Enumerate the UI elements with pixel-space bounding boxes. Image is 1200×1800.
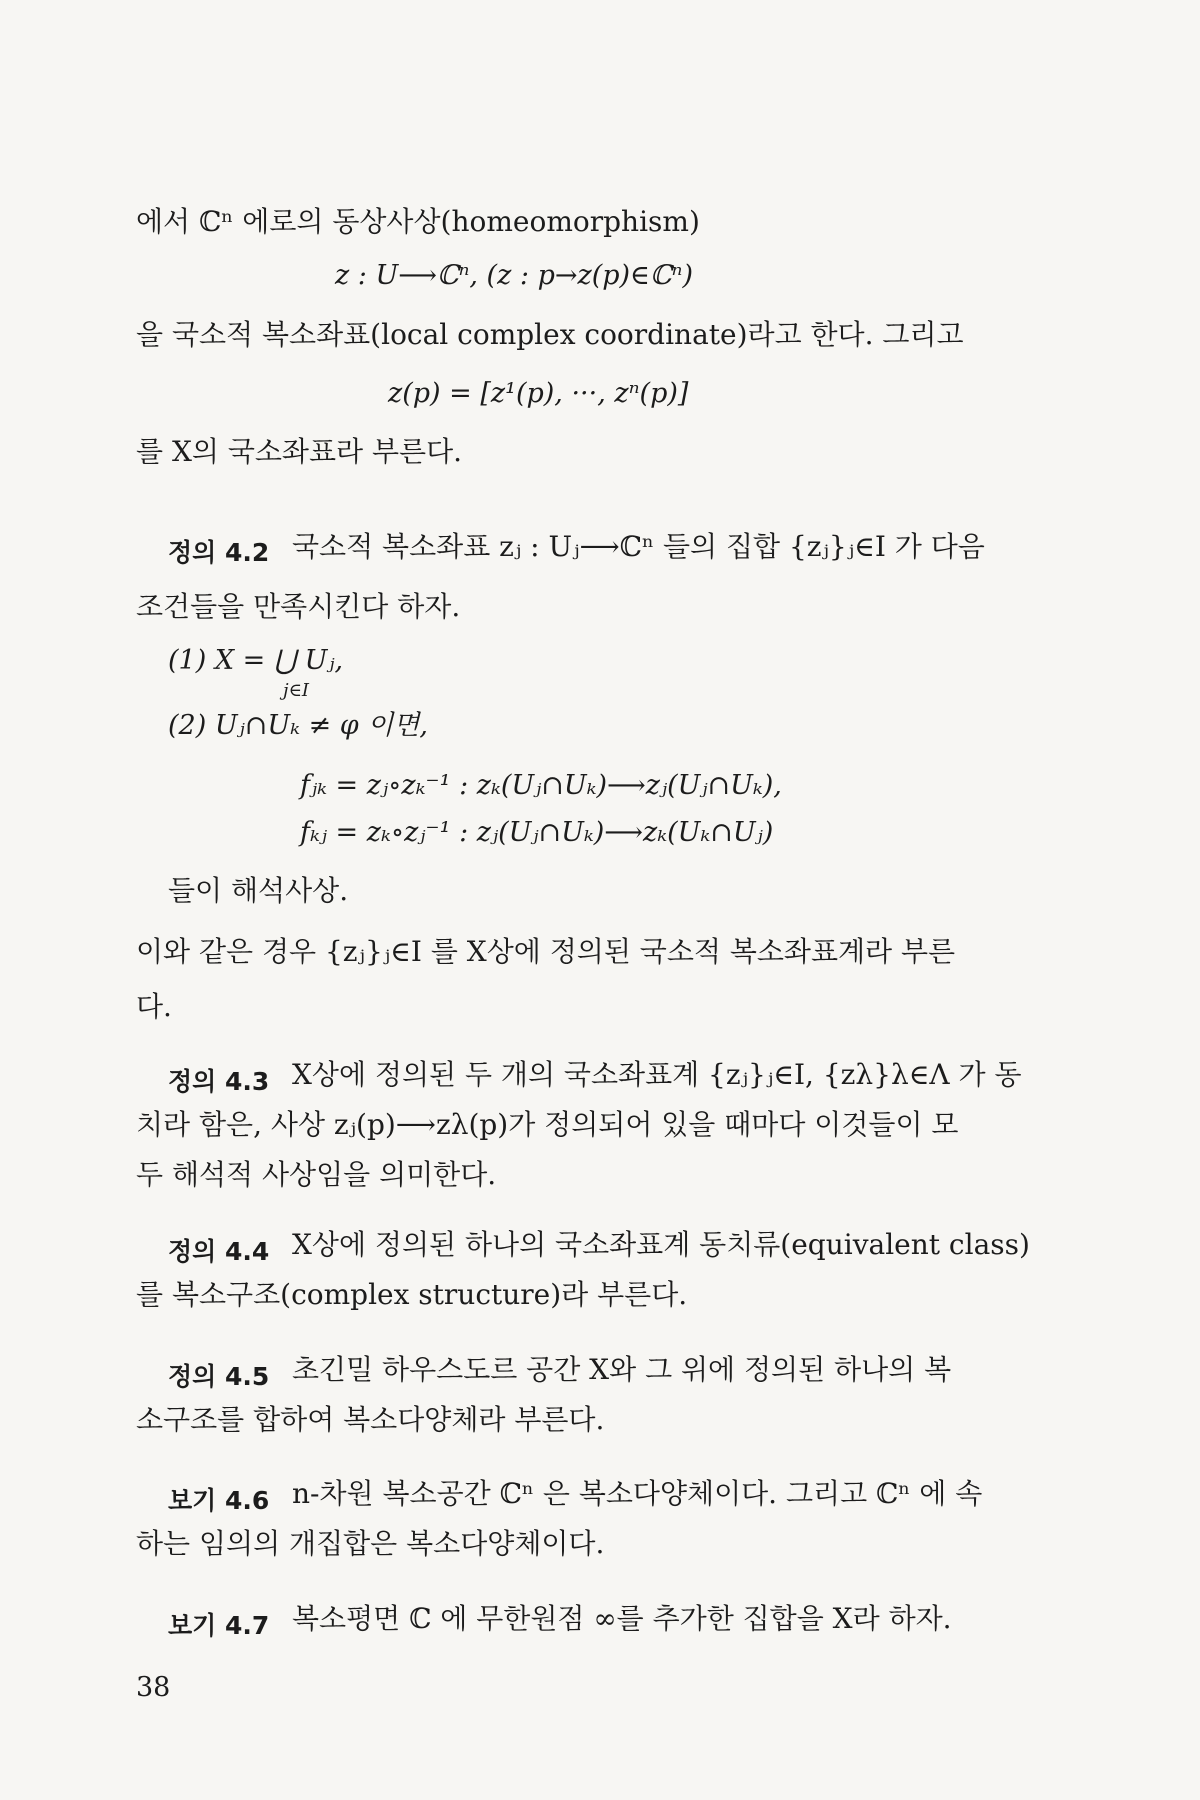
definition-4-3-text: X상에 정의된 두 개의 국소좌표계 {zⱼ}ⱼ∈I, {zλ}λ∈Λ 가 동 (292, 1058, 1022, 1091)
example-4-6-label: 보기 4.6 (168, 1486, 270, 1515)
example-4-6-text: n-차원 복소공간 ℂⁿ 은 복소다양체이다. 그리고 ℂⁿ 에 속 (292, 1477, 983, 1510)
definition-4-3-label: 정의 4.3 (168, 1067, 270, 1096)
condition-2: (2) Uⱼ∩Uₖ ≠ φ 이면, (168, 710, 428, 741)
example-4-7-label: 보기 4.7 (168, 1611, 270, 1640)
intro-line-homeomorphism: 에서 ℂⁿ 에로의 동상사상(homeomorphism) (136, 205, 700, 238)
line-local-complex-coordinate: 을 국소적 복소좌표(local complex coordinate)라고 한다. 그리고 (136, 318, 964, 351)
condition-1: (1) X = ⋃ Uⱼ, (168, 645, 344, 676)
definition-4-4-text: X상에 정의된 하나의 국소좌표계 동치류(equivalent class) (292, 1228, 1030, 1261)
definition-4-4-continuation: 를 복소구조(complex structure)라 부른다. (136, 1278, 688, 1311)
equation-local-map: z : U⟶ℂⁿ, (z : p→z(p)∈ℂⁿ) (335, 260, 694, 291)
coordinate-system-line: 이와 같은 경우 {zⱼ}ⱼ∈I 를 X상에 정의된 국소적 복소좌표계라 부른 (136, 935, 956, 968)
definition-4-5-label: 정의 4.5 (168, 1362, 270, 1391)
example-4-6-continuation: 하는 임의의 개집합은 복소다양체이다. (136, 1527, 605, 1560)
definition-4-4-label: 정의 4.4 (168, 1237, 270, 1266)
definition-4-3-continuation-2: 두 해석적 사상임을 의미한다. (136, 1158, 497, 1191)
transition-map-fjk: fⱼₖ = zⱼ∘zₖ⁻¹ : zₖ(Uⱼ∩Uₖ)⟶zⱼ(Uⱼ∩Uₖ), (300, 770, 782, 801)
definition-4-5-continuation: 소구조를 합하여 복소다양체라 부른다. (136, 1403, 605, 1436)
definition-4-5-text: 초긴밀 하우스도르 공간 X와 그 위에 정의된 하나의 복 (292, 1353, 952, 1386)
transition-map-fkj: fₖⱼ = zₖ∘zⱼ⁻¹ : zⱼ(Uⱼ∩Uₖ)⟶zₖ(Uₖ∩Uⱼ) (300, 817, 774, 848)
definition-4-2-continuation: 조건들을 만족시킨다 하자. (136, 590, 461, 623)
definition-4-2-label: 정의 4.2 (168, 538, 270, 567)
line-local-coordinate-of-x: 를 X의 국소좌표라 부른다. (136, 435, 463, 468)
definition-4-3-continuation-1: 치라 함은, 사상 zⱼ(p)⟶zλ(p)가 정의되어 있을 때마다 이것들이 모 (136, 1108, 959, 1141)
analytic-maps-line: 들이 해석사상. (168, 874, 349, 907)
equation-coordinate-vector: z(p) = [z¹(p), ···, zⁿ(p)] (388, 378, 689, 409)
condition-1-subscript: j∈I (283, 680, 310, 701)
definition-4-2-text: 국소적 복소좌표 zⱼ : Uⱼ⟶ℂⁿ 들의 집합 {zⱼ}ⱼ∈I 가 다음 (292, 530, 985, 563)
page-number: 38 (136, 1672, 171, 1703)
example-4-7-text: 복소평면 ℂ 에 무한원점 ∞를 추가한 집합을 X라 하자. (292, 1602, 952, 1635)
coordinate-system-continuation: 다. (136, 990, 172, 1023)
